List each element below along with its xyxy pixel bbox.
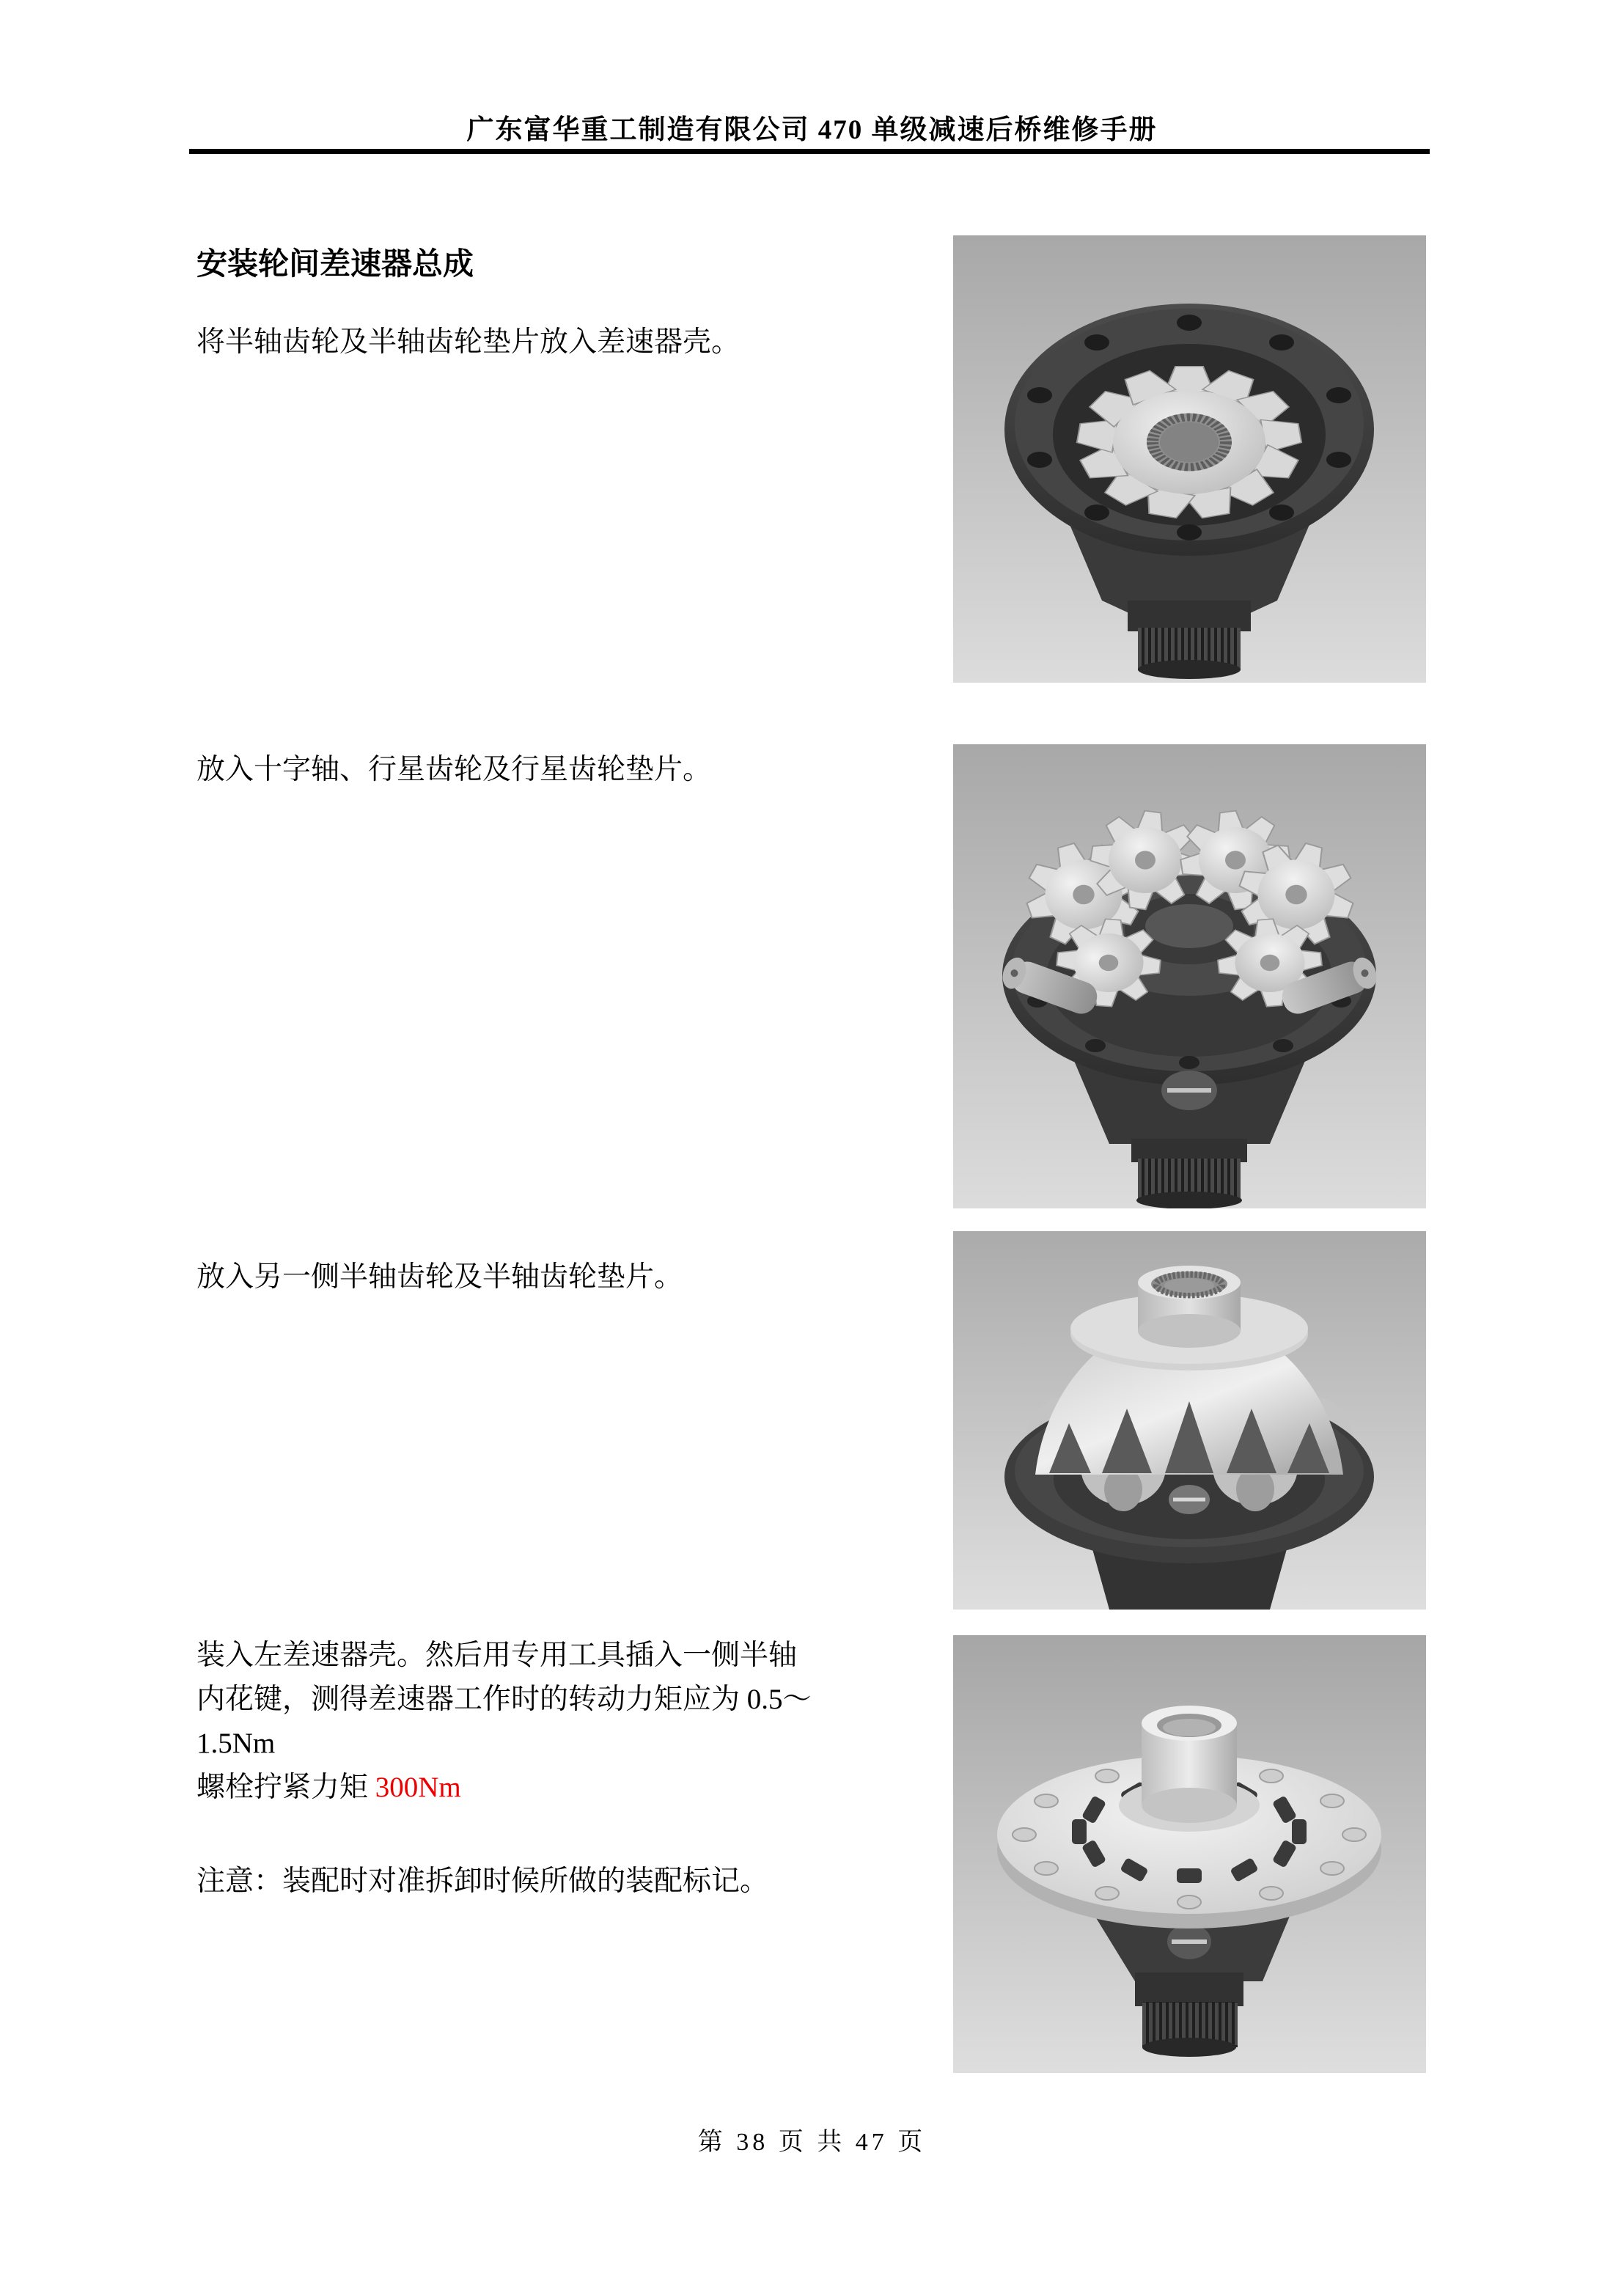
step-4-text [196,1634,886,1810]
step-4-line-1: 装入左差速器壳。然后用专用工具插入一侧半轴 [196,1640,798,1671]
step-4-line-2: 内花键，测得差速器工作时的转动力矩应为 0.5～ [196,1684,812,1715]
assembly-note-text: 注意：装配时对准拆卸时候所做的装配标记。 [196,1865,769,1897]
figure-spider-and-planet-gears [953,744,1426,1208]
figure-differential-case-with-side-gear [953,235,1426,683]
cad-render-3 [953,1231,1426,1610]
figure-opposite-side-gear [953,1231,1426,1610]
page-footer: 第 38 页 共 47 页 [697,2129,927,2156]
torque-label: 螺栓拧紧力矩 [196,1772,375,1803]
figure-assembled-differential [953,1635,1426,2073]
cad-render-2 [953,744,1426,1208]
step-3-text: 放入另一侧半轴齿轮及半轴齿轮垫片。 [196,1261,683,1293]
cad-render-4 [953,1635,1426,2073]
torque-line [196,1766,886,1810]
section-heading: 安装轮间差速器总成 [196,248,474,282]
header-rule [189,149,1430,154]
page-header-title: 广东富华重工制造有限公司 470 单级减速后桥维修手册 [466,115,1158,145]
torque-value: 300Nm [375,1772,461,1803]
step-1-text: 将半轴齿轮及半轴齿轮垫片放入差速器壳。 [196,326,741,358]
step-2-text: 放入十字轴、行星齿轮及行星齿轮垫片。 [196,754,712,785]
cad-render-1 [953,235,1426,683]
step-4-line-3: 1.5Nm [196,1728,276,1759]
